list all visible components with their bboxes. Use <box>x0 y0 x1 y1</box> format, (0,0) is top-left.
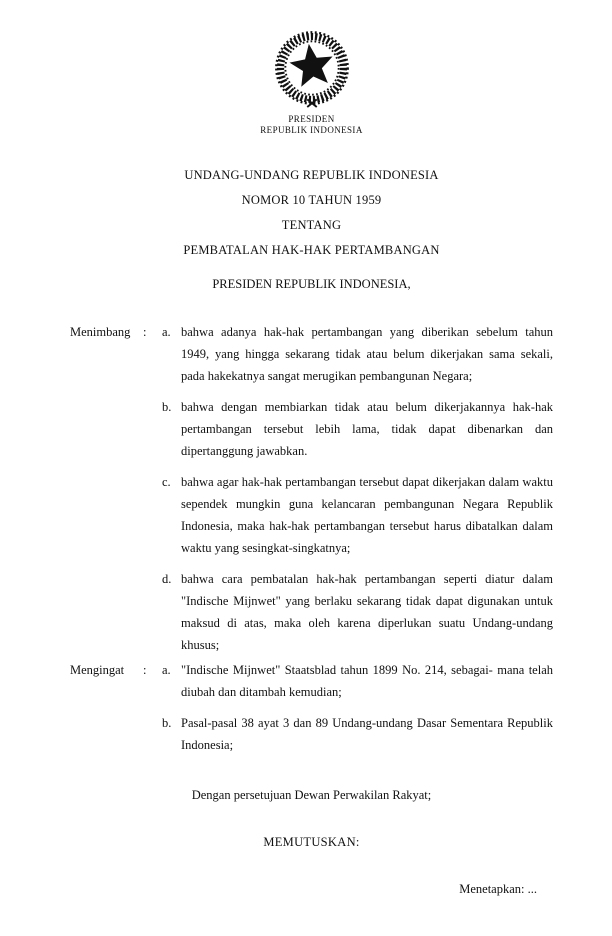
section-colon: : <box>143 663 147 677</box>
title-line-4: PEMBATALAN HAK-HAK PERTAMBANGAN <box>183 243 440 257</box>
item-marker: a. <box>162 325 171 339</box>
item-text: bahwa cara pembatalan hak-hak pertambangan seperti diatur dalam "Indische Mijnwet" yang berlaku sekarang tidak dapat digunakan untuk maksud di atas, maka oleh karena diperlukan suatu Undang-undang khusus; <box>181 572 553 652</box>
enactment-line: Menetapkan: ... <box>459 882 537 896</box>
salutation: PRESIDEN REPUBLIK INDONESIA, <box>212 277 411 291</box>
document-title <box>70 163 553 263</box>
section-label: Mengingat <box>70 663 125 677</box>
agreement-line: Dengan persetujuan Dewan Perwakilan Rakyat; <box>191 788 432 802</box>
title-line-1: UNDANG-UNDANG REPUBLIK INDONESIA <box>184 168 439 182</box>
item-text: bahwa dengan membiarkan tidak atau belum dikerjakannya hak-hak pertambangan tersebut lebih lama, tidak dapat dibenarkan dan dipertanggung jawabkan. <box>181 400 553 458</box>
item-text: "Indische Mijnwet" Staatsblad tahun 1899 No. 214, sebagai- mana telah diubah dan ditambah kemudian; <box>181 663 553 699</box>
section-items <box>162 321 553 656</box>
title-line-2: NOMOR 10 TAHUN 1959 <box>241 193 382 207</box>
section-items <box>162 659 553 756</box>
letterhead-line-presiden: PRESIDEN <box>288 114 335 124</box>
list-item <box>162 396 553 462</box>
title-line-3: TENTANG <box>281 218 342 232</box>
section-label: Menimbang <box>70 325 131 339</box>
list-item <box>162 471 553 559</box>
star-wreath-emblem-icon <box>271 28 353 108</box>
section-menimbang <box>70 321 553 656</box>
item-marker: c. <box>162 475 171 489</box>
list-item <box>162 321 553 387</box>
list-item <box>162 659 553 703</box>
letterhead <box>70 28 553 136</box>
section-mengingat <box>70 659 553 756</box>
item-marker: d. <box>162 572 172 586</box>
item-marker: a. <box>162 663 171 677</box>
item-text: bahwa adanya hak-hak pertambangan yang diberikan sebelum tahun 1949, yang hingga sekarang tidak atau belum dikerjakan sama sekali, pada hakekatnya sangat merugikan pembangunan Negara; <box>181 325 553 383</box>
item-marker: b. <box>162 716 172 730</box>
star-icon <box>287 41 336 88</box>
item-text: bahwa agar hak-hak pertambangan tersebut dapat dikerjakan dalam waktu sependek mungkin guna kelancaran pembangunan Negara Republik Indonesia, maka hak-hak pertambangan tersebut harus dibatalkan dalam waktu yang sesingkat-singkatnya; <box>181 475 553 555</box>
list-item <box>162 568 553 656</box>
list-item <box>162 712 553 756</box>
decision-heading: MEMUTUSKAN: <box>263 835 360 849</box>
letterhead-line-republik: REPUBLIK INDONESIA <box>260 125 363 135</box>
item-marker: b. <box>162 400 172 414</box>
item-text: Pasal-pasal 38 ayat 3 dan 89 Undang-undang Dasar Sementara Republik Indonesia; <box>181 716 553 752</box>
letterhead-text <box>70 114 553 136</box>
section-colon: : <box>143 325 147 339</box>
national-emblem <box>70 28 553 108</box>
